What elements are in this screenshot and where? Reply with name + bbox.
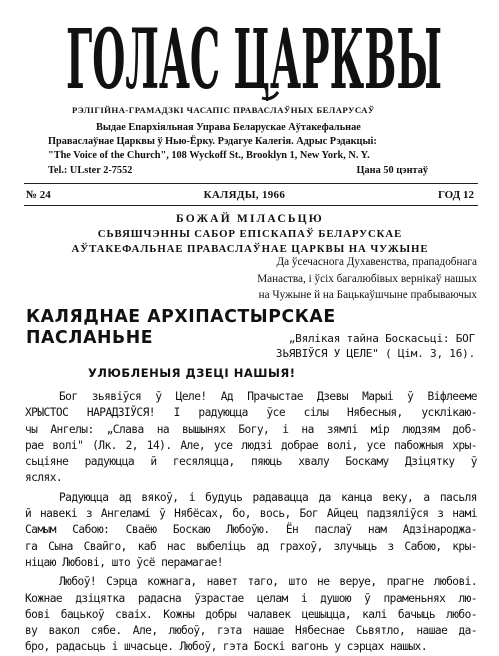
body-line: рае волі" (Лк. 2, 14). Але, усе людзі добрае волі, усе пабожныя хры- <box>25 438 477 452</box>
masthead <box>64 14 444 102</box>
body-line: ву вакол сябе. Але, любоў, гэта нашае Нябеснае Сьвятло, нашае да- <box>25 624 477 638</box>
body-line: Кожнае дзіцятка радасна ўзрастае целам і душою ў праменьнях лю- <box>25 591 477 605</box>
body-line: ХРЫСТОС НАРАДЗІЎСЯ! І радуюцца ўсе сілы Нябесныя, усклікаю- <box>25 406 477 420</box>
body-line: Любоў! Сэрца кожнага, навет таго, што не веруе, прагне любові. <box>59 575 477 589</box>
issue-year: ГОД 12 <box>437 189 474 201</box>
issue-price: Цана 50 цэнтаў <box>356 164 428 176</box>
addressees <box>177 254 477 304</box>
epistle-body <box>25 389 477 656</box>
addressees-line-2: Манаства, і ўсіх багалюбівых вернікаў нашых <box>257 272 477 285</box>
masthead-title: ГОЛАС ЦАРКВЫ <box>66 14 442 102</box>
masthead-title-art <box>64 14 444 102</box>
body-line: чы Ангелы: „Слава на вышынях Богу, і на зямлі мір людзям доб- <box>25 422 477 436</box>
body-line: Радуюцца ад вякоў, і будуць радавацца да канца веку, а пасьля <box>59 490 477 504</box>
synod-heading <box>60 212 440 256</box>
body-line: бро, радасьць і шчасьце. Любоў, гэта Боскі вагонь у сэрцах нашых. <box>25 640 428 654</box>
issue-line <box>26 189 474 201</box>
epigraph <box>225 332 475 361</box>
epistle-title: КАЛЯДНАЕ АРХІПАСТЫРСКАЕ ПАСЛАНЬНЕ <box>26 306 336 348</box>
paragraph-2 <box>25 490 477 571</box>
greeting: УЛЮБЛЕНЫЯ ДЗЕЦІ НАШЫЯ! <box>88 366 296 380</box>
paragraph-3 <box>25 574 477 655</box>
addressees-line-3: на Чужыне й на Бацькаўшчыне прабываючых <box>258 289 477 301</box>
body-line: Бог зьявіўся ў Целе! Ад Прачыстае Дзевы Марыі ў Віфлееме <box>59 390 477 403</box>
body-line: сьціяне радуюцца й гесяляцца, пяюць хвалу Боскаму Дзіцятку ў <box>25 455 477 469</box>
synod-line-2: АЎТАКЕФАЛЬНАЕ ПРАВАСЛАЎНАЕ ЦАРКВЫ НА ЧУЖЫНЕ <box>71 242 429 255</box>
body-line: й навекі з Ангеламі ў Нябёсах, бо, вось, Бог Айцец падзяліўся з намі <box>25 507 477 521</box>
publisher-info <box>48 121 458 178</box>
epigraph-line-2: ЗЬЯВІЎСЯ У ЦЕЛЕ" ( Цім. 3, 16). <box>275 346 475 360</box>
publisher-line-1: Выдае Епархіяльная Управа Беларускае Аўтакефальнае <box>96 122 361 133</box>
body-line: яслях. <box>25 471 63 485</box>
body-line: га Сына Свайго, каб нас выбеліць ад грахоў, злучыць з Сабою, кры- <box>25 539 477 553</box>
body-line: ніцаю Любові, што ўсё перамагае! <box>25 555 223 569</box>
publisher-address: "The Voice of the Church", 108 Wyckoff St., Brooklyn 1, New York, N. Y. <box>48 150 370 162</box>
publisher-telephone: Tel.: ULster 2-7552 <box>48 164 133 176</box>
body-line: Самым Сабою: Сваёю Боскаю Любоўю. Ён паслаў нам Адзінароджа- <box>25 523 477 537</box>
synod-line-1: СЬВЯШЧЭННЫ САБОР ЕПІСКАПАЎ БЕЛАРУСКАЕ <box>97 228 403 240</box>
by-gods-grace-heading: БОЖАЙ МІЛАСЬЦЮ <box>176 213 324 225</box>
addressees-line-1: Да ўсечаснога Духавенства, прападобнага <box>276 256 477 268</box>
epigraph-line-1: „Вялікая тайна Боскасьці: БОГ <box>288 332 475 345</box>
issue-number: № 24 <box>26 189 51 201</box>
issue-date: КАЛЯДЫ, 1966 <box>203 189 286 201</box>
paragraph-1 <box>25 389 477 487</box>
subtitle: РЭЛІГІЙНА-ГРАМАДЗКІ ЧАСАПІС ПРАВАСЛАЎНЫХ БЕЛАРУСАЎ <box>72 105 375 115</box>
publisher-line-2: Праваслаўнае Царквы ў Нью-Ёрку. Рэдагуе Калегія. Адрыс Рэдакцыі: <box>48 136 377 148</box>
bottom-rule <box>24 205 478 206</box>
body-line: бові бацькоў сваіх. Кожны добры чалавек цешыцца, калі бачыць любо- <box>25 607 477 621</box>
top-rule <box>24 183 478 184</box>
